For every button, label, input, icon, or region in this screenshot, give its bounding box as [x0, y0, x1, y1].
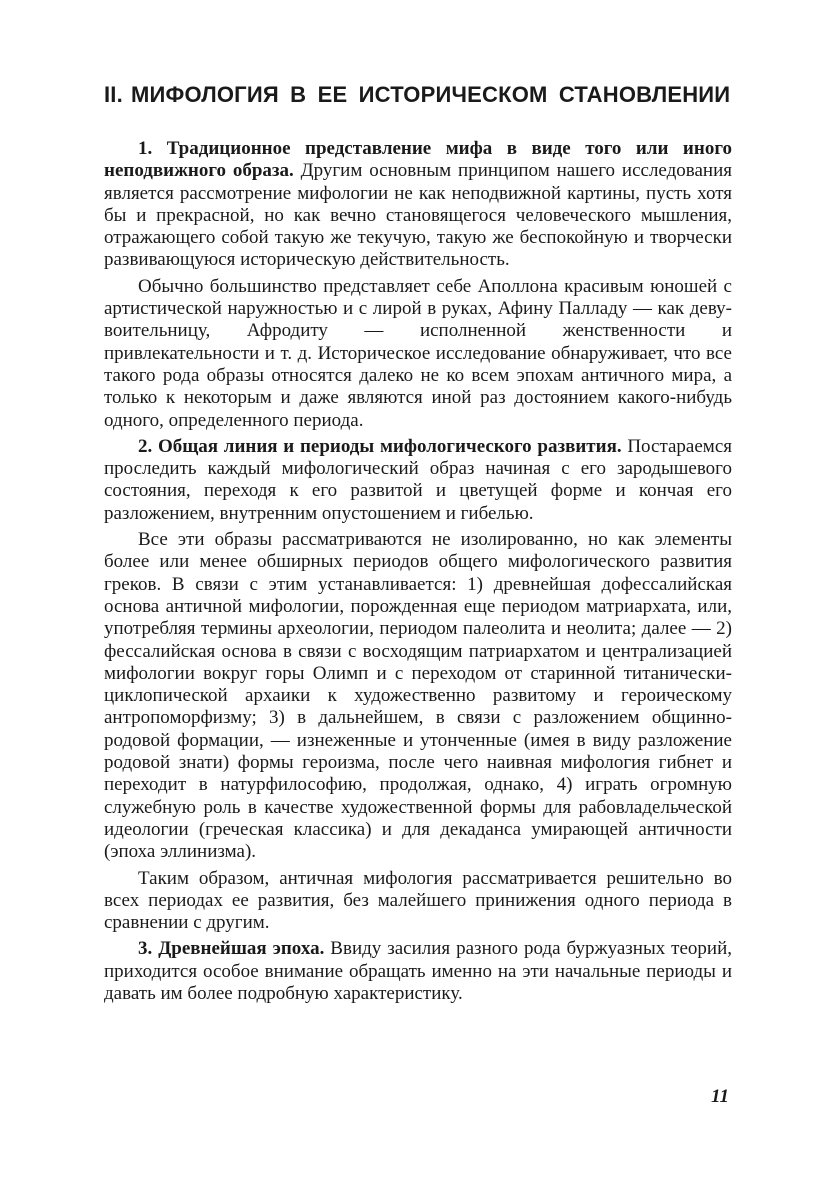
- paragraph-4: [104, 529, 732, 863]
- chapter-title: [104, 80, 732, 110]
- paragraph-3: [104, 436, 732, 525]
- chapter-title-text: МИФОЛОГИЯ В ЕЕ ИСТОРИЧЕСКОМ СТАНОВЛЕНИИ: [130, 82, 731, 107]
- paragraph-text: Обычно большинство представляет себе Аполлона красивым юношей с артистической наружностью и с лирой в руках, Афину Палладу — как деву-воительницу, Афродиту — исполненной женственности и привлекательности и т. д. Историческое исследование обнаруживает, что все такого рода образы относятся далеко не ко всем эпохам античного мира, а только к некоторым и даже являются иной раз достоянием какого-нибудь одного, определенного периода.: [104, 275, 732, 431]
- paragraph-text: Таким образом, античная мифология рассматривается решительно во всех периодах ее развития, без малейшего принижения одного периода в сравнении с другим.: [104, 867, 732, 934]
- section-heading-3: 3. Древнейшая эпоха.: [138, 938, 325, 960]
- paragraph-text: Все эти образы рассматриваются не изолированно, но как элементы более или менее обширных периодов общего мифологического развития греков. В связи с этим устанавливается: 1) древнейшая дофессалийская основа античной мифологии, порожденная еще периодом матриархата, или, употребляя термины археологии, периодом палеолита и неолита; далее — 2) фессалийская основа в связи с восходящим патриархатом и централизацией мифологии вокруг горы Олимп и с переходом от старинной титанически-циклопической архаики к художественно развитому и героическому антропоморфизму; 3) в дальнейшем, в связи с разложением общинно-родовой формации, — изнеженные и утонченные (имея в виду разложение родовой знати) формы героизма, после чего наивная мифология гибнет и переходит в натурфилософию, продолжая, однако, 4) играть огромную служебную роль в качестве художественной формы для рабовладельческой идеологии (греческая классика) и для декаданса умирающей античности (эпоха эллинизма).: [104, 529, 732, 863]
- page-body: [104, 80, 732, 1009]
- paragraph-5: [104, 868, 732, 935]
- section-heading-2: 2. Общая линия и периоды мифологического развития.: [138, 435, 622, 457]
- chapter-number: II.: [104, 82, 123, 107]
- section-heading-1: 1. Традиционное представление мифа в виде того или иного неподвижного образа.: [104, 138, 732, 182]
- page-number: 11: [711, 1086, 729, 1107]
- paragraph-1: [104, 138, 732, 272]
- paragraph-text: Другим основным принципом нашего исследования является рассмотрение мифологии не как неподвижной картины, пусть хотя бы и прекрасной, но как вечно становящегося человеческого мышления, отражающего собой такую же текучую, такую же беспокойную и творчески развивающуюся историческую действительность.: [104, 160, 732, 271]
- paragraph-text: Ввиду засилия разного рода буржуазных теорий, приходится особое внимание обращать именно на эти начальные периоды и давать им более подробную характеристику.: [104, 938, 732, 1004]
- paragraph-6: [104, 938, 732, 1005]
- paragraph-text: Постараемся проследить каждый мифологический образ начиная с его зародышевого состояния, переходя к его развитой и цветущей форме и кончая его разложением, внутренним опустошением и гибелью.: [104, 435, 732, 524]
- paragraph-2: [104, 276, 732, 432]
